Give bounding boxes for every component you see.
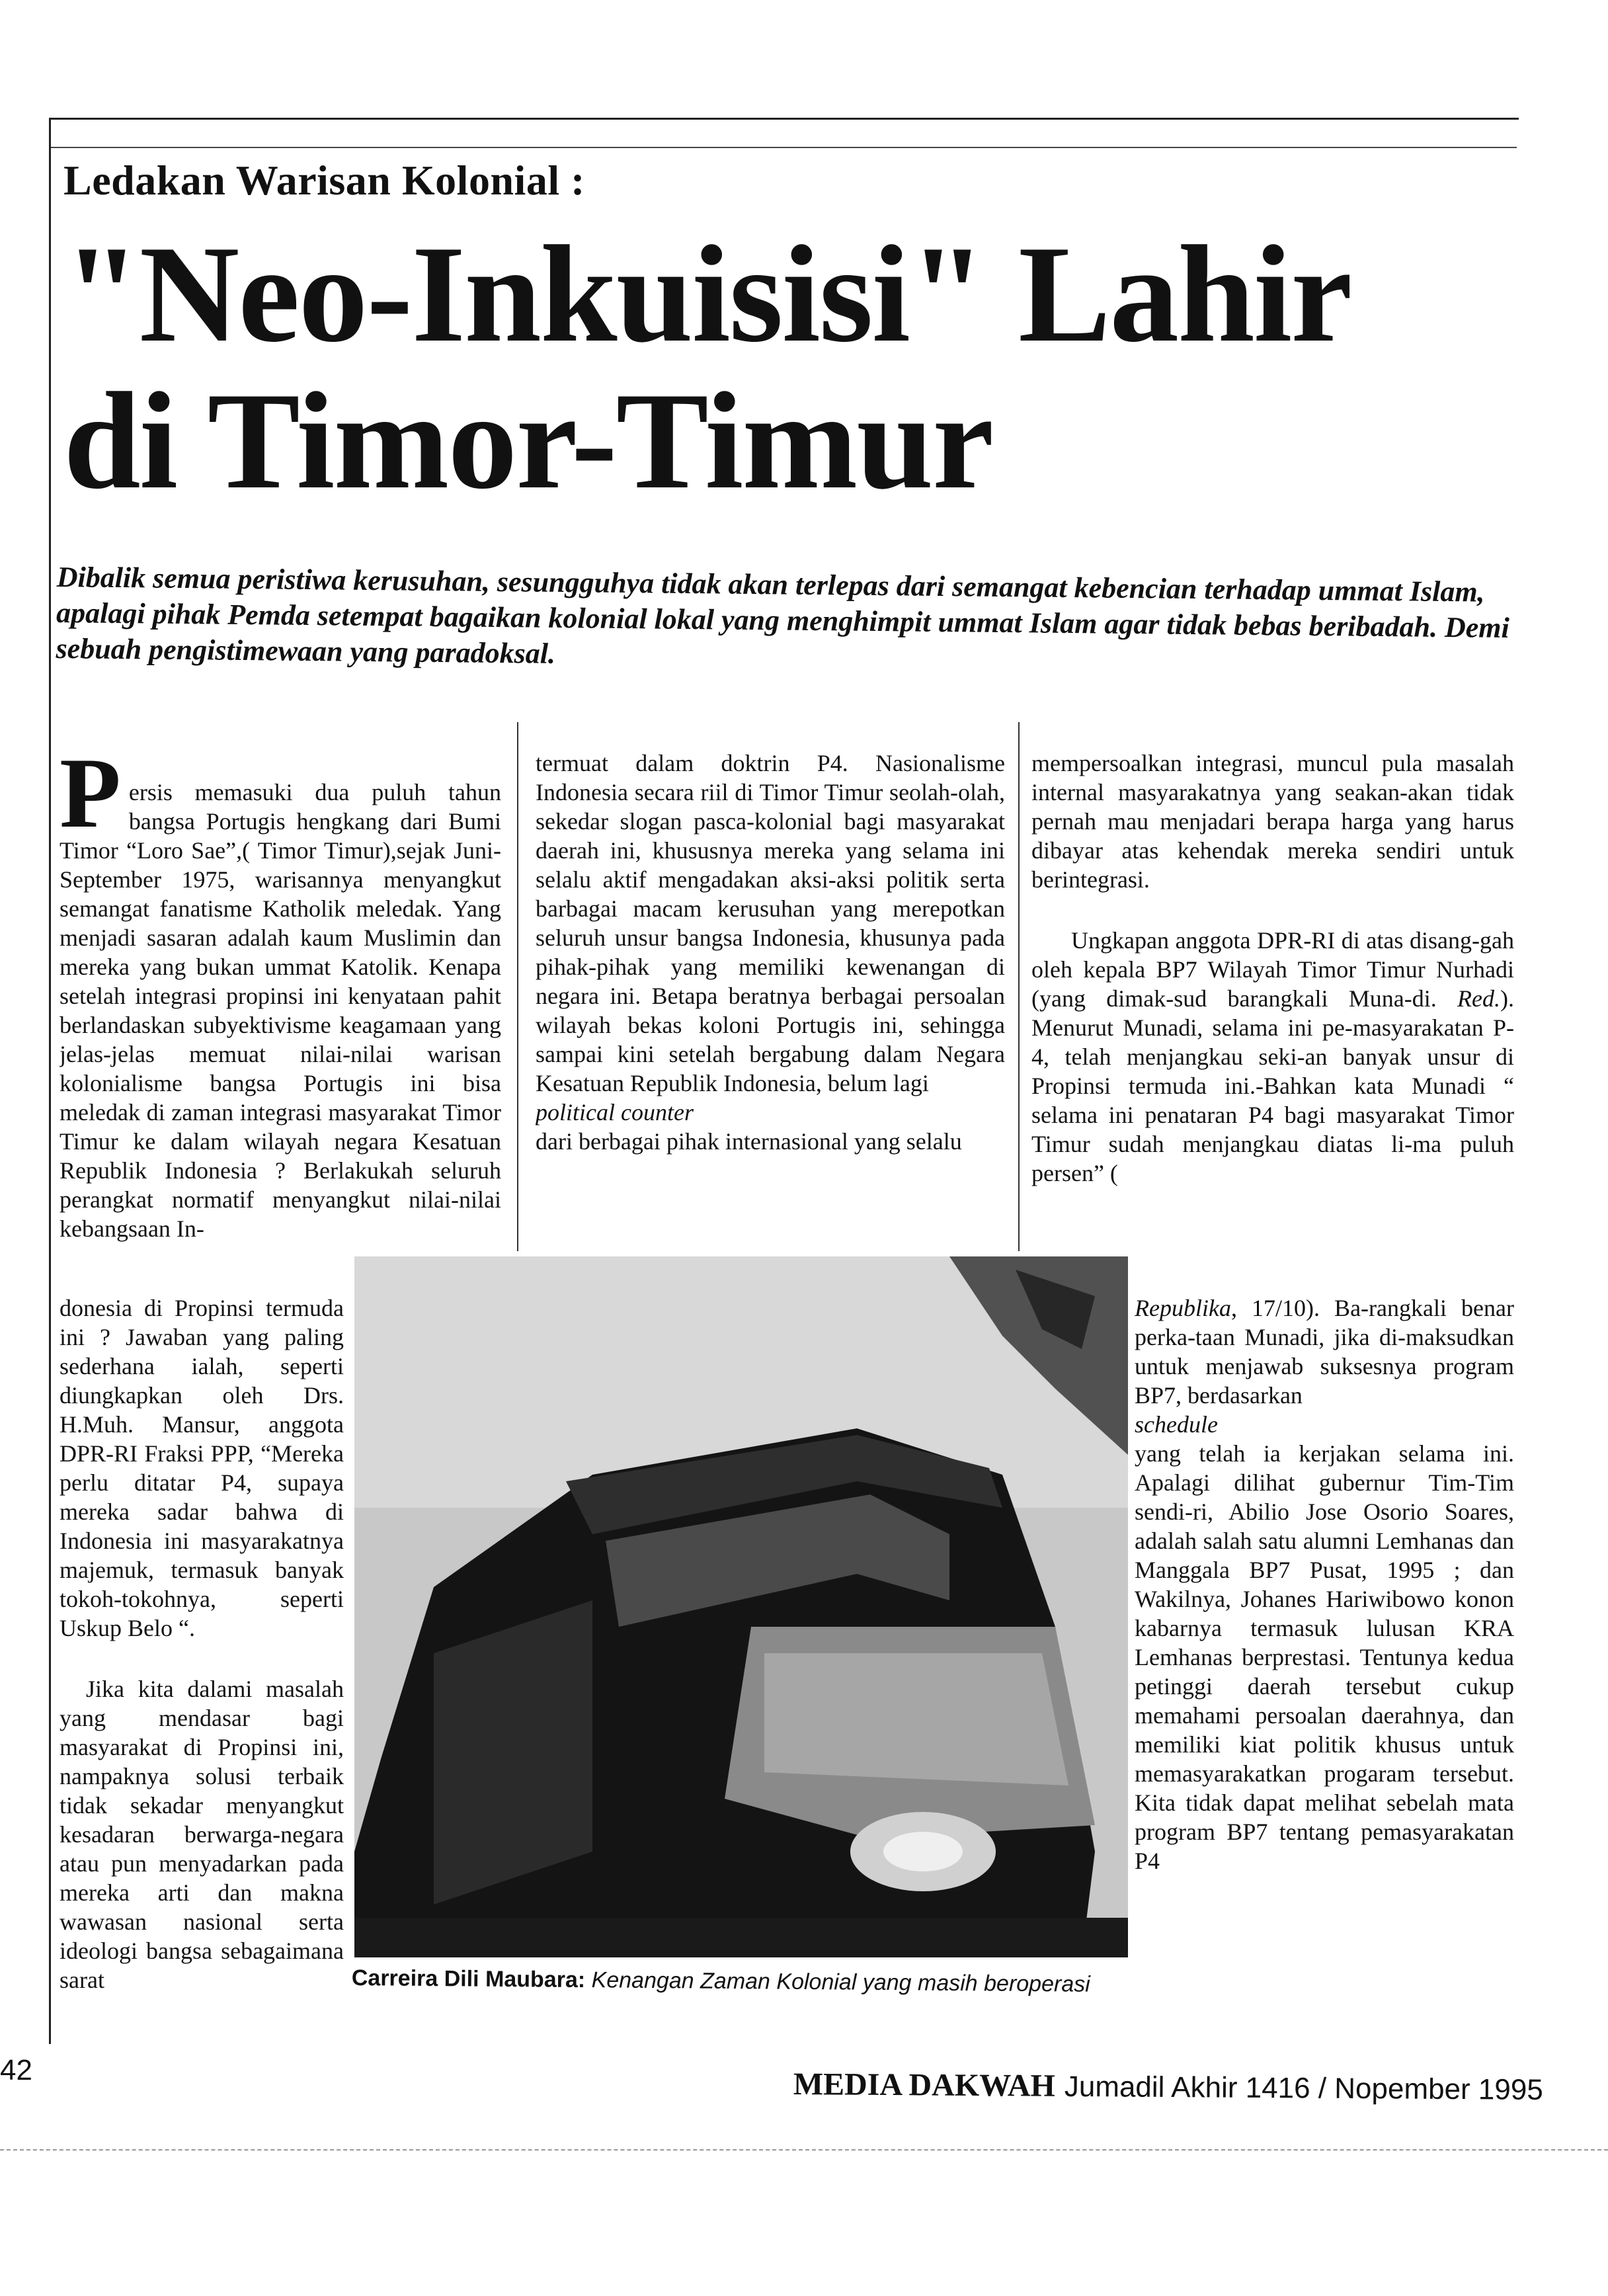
schedule-word: schedule [1135,1411,1218,1438]
article-kicker: Ledakan Warisan Kolonial : [63,157,585,204]
column-rule-1 [517,722,518,1251]
footer-masthead [793,2066,1543,2108]
column-3-paragraph-2 [1031,926,1514,1188]
headline-line-2: di Timor-Timur [63,364,993,518]
drop-cap: P [60,737,121,848]
column-1-text-bottom: donesia di Propinsi termuda ini ? Jawaban yang paling sederhana ialah, seperti diungkapkan oleh Drs. H.Muh. Mansur, anggota DPR-RI Fraksi PPP, “Mereka perlu ditatar P4, supaya mereka sadar bahwa di Indonesia ini masyarakatnya majemuk, termasuk banyak tokoh-tokohnya, seperti Uskup Belo “. [60,1295,344,1641]
page-number: 42 [0,2054,32,2086]
column-3-text-mid: ). Menurut Munadi, selama ini pe-masyarakatan P-4, telah menjangkau seki-an banyak unsur di Propinsi termuda ini.-Bahkan kata Munadi “ selama ini penataran P4 bagi masyarakat Timor Timur sudah menjangkau diatas li-ma puluh persen” ( [1031,985,1514,1186]
issue-date: Jumadil Akhir 1416 / Nopember 1995 [1064,2070,1543,2106]
publication-name: MEDIA DAKWAH [793,2067,1056,2104]
article-photo [354,1256,1128,1957]
bus-photo-graphic [354,1256,1128,1957]
column-1-text-top: ersis memasuki dua puluh tahun bangsa Portugis hengkang dari Bumi Timor “Loro Sae”,( Timor Timur),sejak Juni-September 1975, warisannya menyangkut semangat fanatisme Katholik meledak. Yang menjadi sasaran adalah kaum Muslimin dan mereka yang bukan ummat Katolik. Kenapa setelah integrasi propinsi ini kenyataan pahit berlandaskan subyektivisme keagamaan yang jelas-jelas memuat nilai-nilai warisan kolonialisme bangsa Portugis ini bisa meledak di zaman integrasi masyarakat Timor Timur ke dalam wilayah negara Kesatuan Republik Indonesia ? Berlakukah seluruh perangkat normatif menyangkut nilai-nilai kebangsaan In- [60,779,501,1242]
column-2-italic: political counter [536,1099,694,1126]
scan-edge-rule [0,2149,1608,2151]
article-headline [63,218,1485,518]
column-2-text-a: termuat dalam doktrin P4. Nasionalisme Indonesia secara riil di Timor Timur seolah-olah, sekedar slogan pasca-kolonial bagi masyarakat daerah ini, khususnya mereka yang selama ini selalu aktif mengadakan aksi-aksi politik serta barbagai macam kerusuhan yang merepotkan seluruh unsur bangsa Indonesia, khusunya pada pihak-pihak yang memiliki kewenangan di negara ini. Betapa beratnya berbagai persoalan wilayah bekas koloni Portugis ini, sehingga sampai kini setelah bergabung dalam Negara Kesatuan Republik Indonesia, belum lagi [536,750,1005,1096]
article-lead: Dibalik semua peristiwa kerusuhan, sesungguhya tidak akan terlepas dari semangat kebencian terhadap ummat Islam, apalagi pihak Pemda setempat bagaikan kolonial lokal yang menghimpit ummat Islam agar tidak bebas beribadah. Demi sebuah pengistimewaan yang paradoksal. [56,560,1509,670]
column-3-text-tail: , 17/10). Ba-rangkali benar perka-taan Munadi, jika di-maksudkan untuk menjawab suksesnya program BP7, berdasarkan [1135,1295,1514,1409]
column-3-text-end: yang telah ia kerjakan selama ini. Apalagi dilihat gubernur Tim-Tim sendi-ri, Abilio Jose Osorio Soares, adalah salah satu alumni Lemhanas dan Manggala BP7 Pusat, 1995 ; dan Wakilnya, Johanes Hariwibowo konon kabarnya termasuk lulusan KRA Lemhanas berprestasi. Tentunya kedua petinggi daerah tersebut cukup memahami persoalan daerahnya, dan memiliki kiat politik khusus untuk memasyarakatkan progaram tersebut. Kita tidak dapat melihat sebelah mata program BP7 tentang pemasyarakatan P4 [1135,1440,1514,1874]
source-name: Republika [1135,1295,1231,1321]
column-1-paragraph-2: Jika kita dalami masalah yang mendasar bagi masyarakat di Propinsi ini, nampaknya solusi terbaik tidak sekadar menyangkut kesadaran berwarga-negara atau pun menyadarkan pada mereka arti dan makna wawasan nasional serta ideologi bangsa sebagaimana sarat [60,1676,344,1993]
column-rule-2 [1018,722,1020,1251]
column-3-upper [1031,719,1514,1262]
column-2 [536,719,1005,1249]
column-3-lower [1135,1264,1514,2025]
column-3-text-top: Ungkapan anggota DPR-RI di atas disang-gah oleh kepala BP7 Wilayah Timor Timur Nurhadi (yang dimak-sud barangkali Muna-di. [1031,927,1514,1012]
column-1-upper [60,719,501,1262]
column-1-lower [60,1264,344,1998]
caption-text: Kenangan Zaman Kolonial yang masih beroperasi [591,1967,1090,1997]
red-abbrev: Red. [1457,985,1500,1012]
column-3-paragraph-1: mempersoalkan integrasi, muncul pula masalah internal masyarakatnya yang seakan-akan tidak pernah mau menjadari berapa harga yang harus dibayar atas kehendak mereka sendiri untuk berintegrasi. [1031,750,1514,893]
column-2-text-b: dari berbagai pihak internasional yang selalu [536,1128,962,1155]
headline-line-1: "Neo-Inkuisisi" Lahir [63,218,1351,371]
caption-title: Carreira Dili Maubara: [351,1965,586,1993]
